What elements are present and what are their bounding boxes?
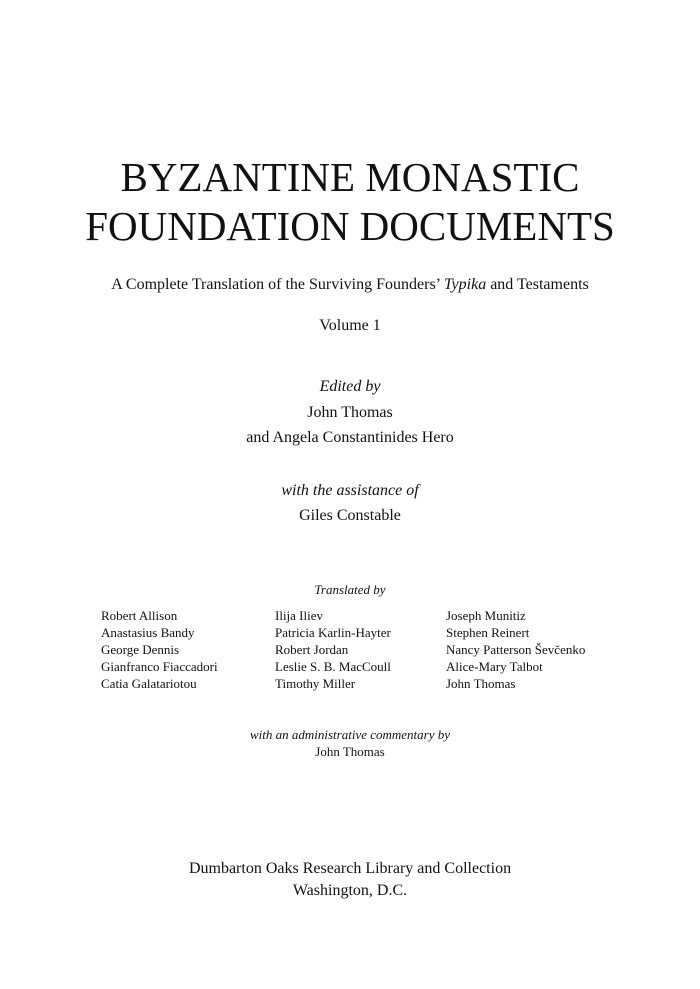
translators-list [0,607,700,697]
volume-label: Volume 1 [319,317,381,334]
translator-name: Patricia Karlin-Hayter [275,625,391,640]
translator-name: Robert Jordan [275,642,349,657]
assistance-label: with the assistance of [281,482,419,499]
translator-name: Catia Galatariotou [101,676,197,691]
translator-name: John Thomas [446,676,516,691]
translator-name: Anastasius Bandy [101,625,195,640]
publisher-name: Dumbarton Oaks Research Library and Collection [188,860,512,877]
translator-name: Nancy Patterson Ševčenko [446,642,586,657]
translators-column-2 [275,607,391,692]
subtitle-text-start: A Complete Translation of the Surviving Founders’ [111,276,444,293]
book-subtitle [0,275,700,295]
commentary-label: with an administrative commentary by [249,727,451,742]
edited-by-label: Edited by [319,378,381,395]
translator-name: Leslie S. B. MacCoull [275,659,391,674]
book-title-line-1: BYZANTINE MONASTIC [120,154,580,200]
translator-name: Alice-Mary Talbot [446,659,543,674]
translators-column-3 [446,607,585,692]
co-editor-name: and Angela Constantinides Hero [246,429,454,446]
subtitle-italic-term: Typika [443,276,487,293]
commentator-name: John Thomas [315,744,385,759]
translator-name: Timothy Miller [275,676,356,691]
translated-by-label: Translated by [314,582,386,597]
translator-name: George Dennis [101,642,180,657]
translator-name: Ilija Iliev [275,608,324,623]
assistant-name: Giles Constable [299,507,401,524]
editor-name: John Thomas [307,404,393,421]
translator-name: Stephen Reinert [446,625,530,640]
translator-name: Robert Allison [101,608,178,623]
book-title-line-2: FOUNDATION DOCUMENTS [85,203,615,249]
translator-name: Joseph Munitiz [446,608,526,623]
translators-column-1 [101,607,218,692]
translator-name: Gianfranco Fiaccadori [101,659,218,674]
subtitle-text-end: and Testaments [486,276,589,293]
publisher-place: Washington, D.C. [292,882,408,899]
